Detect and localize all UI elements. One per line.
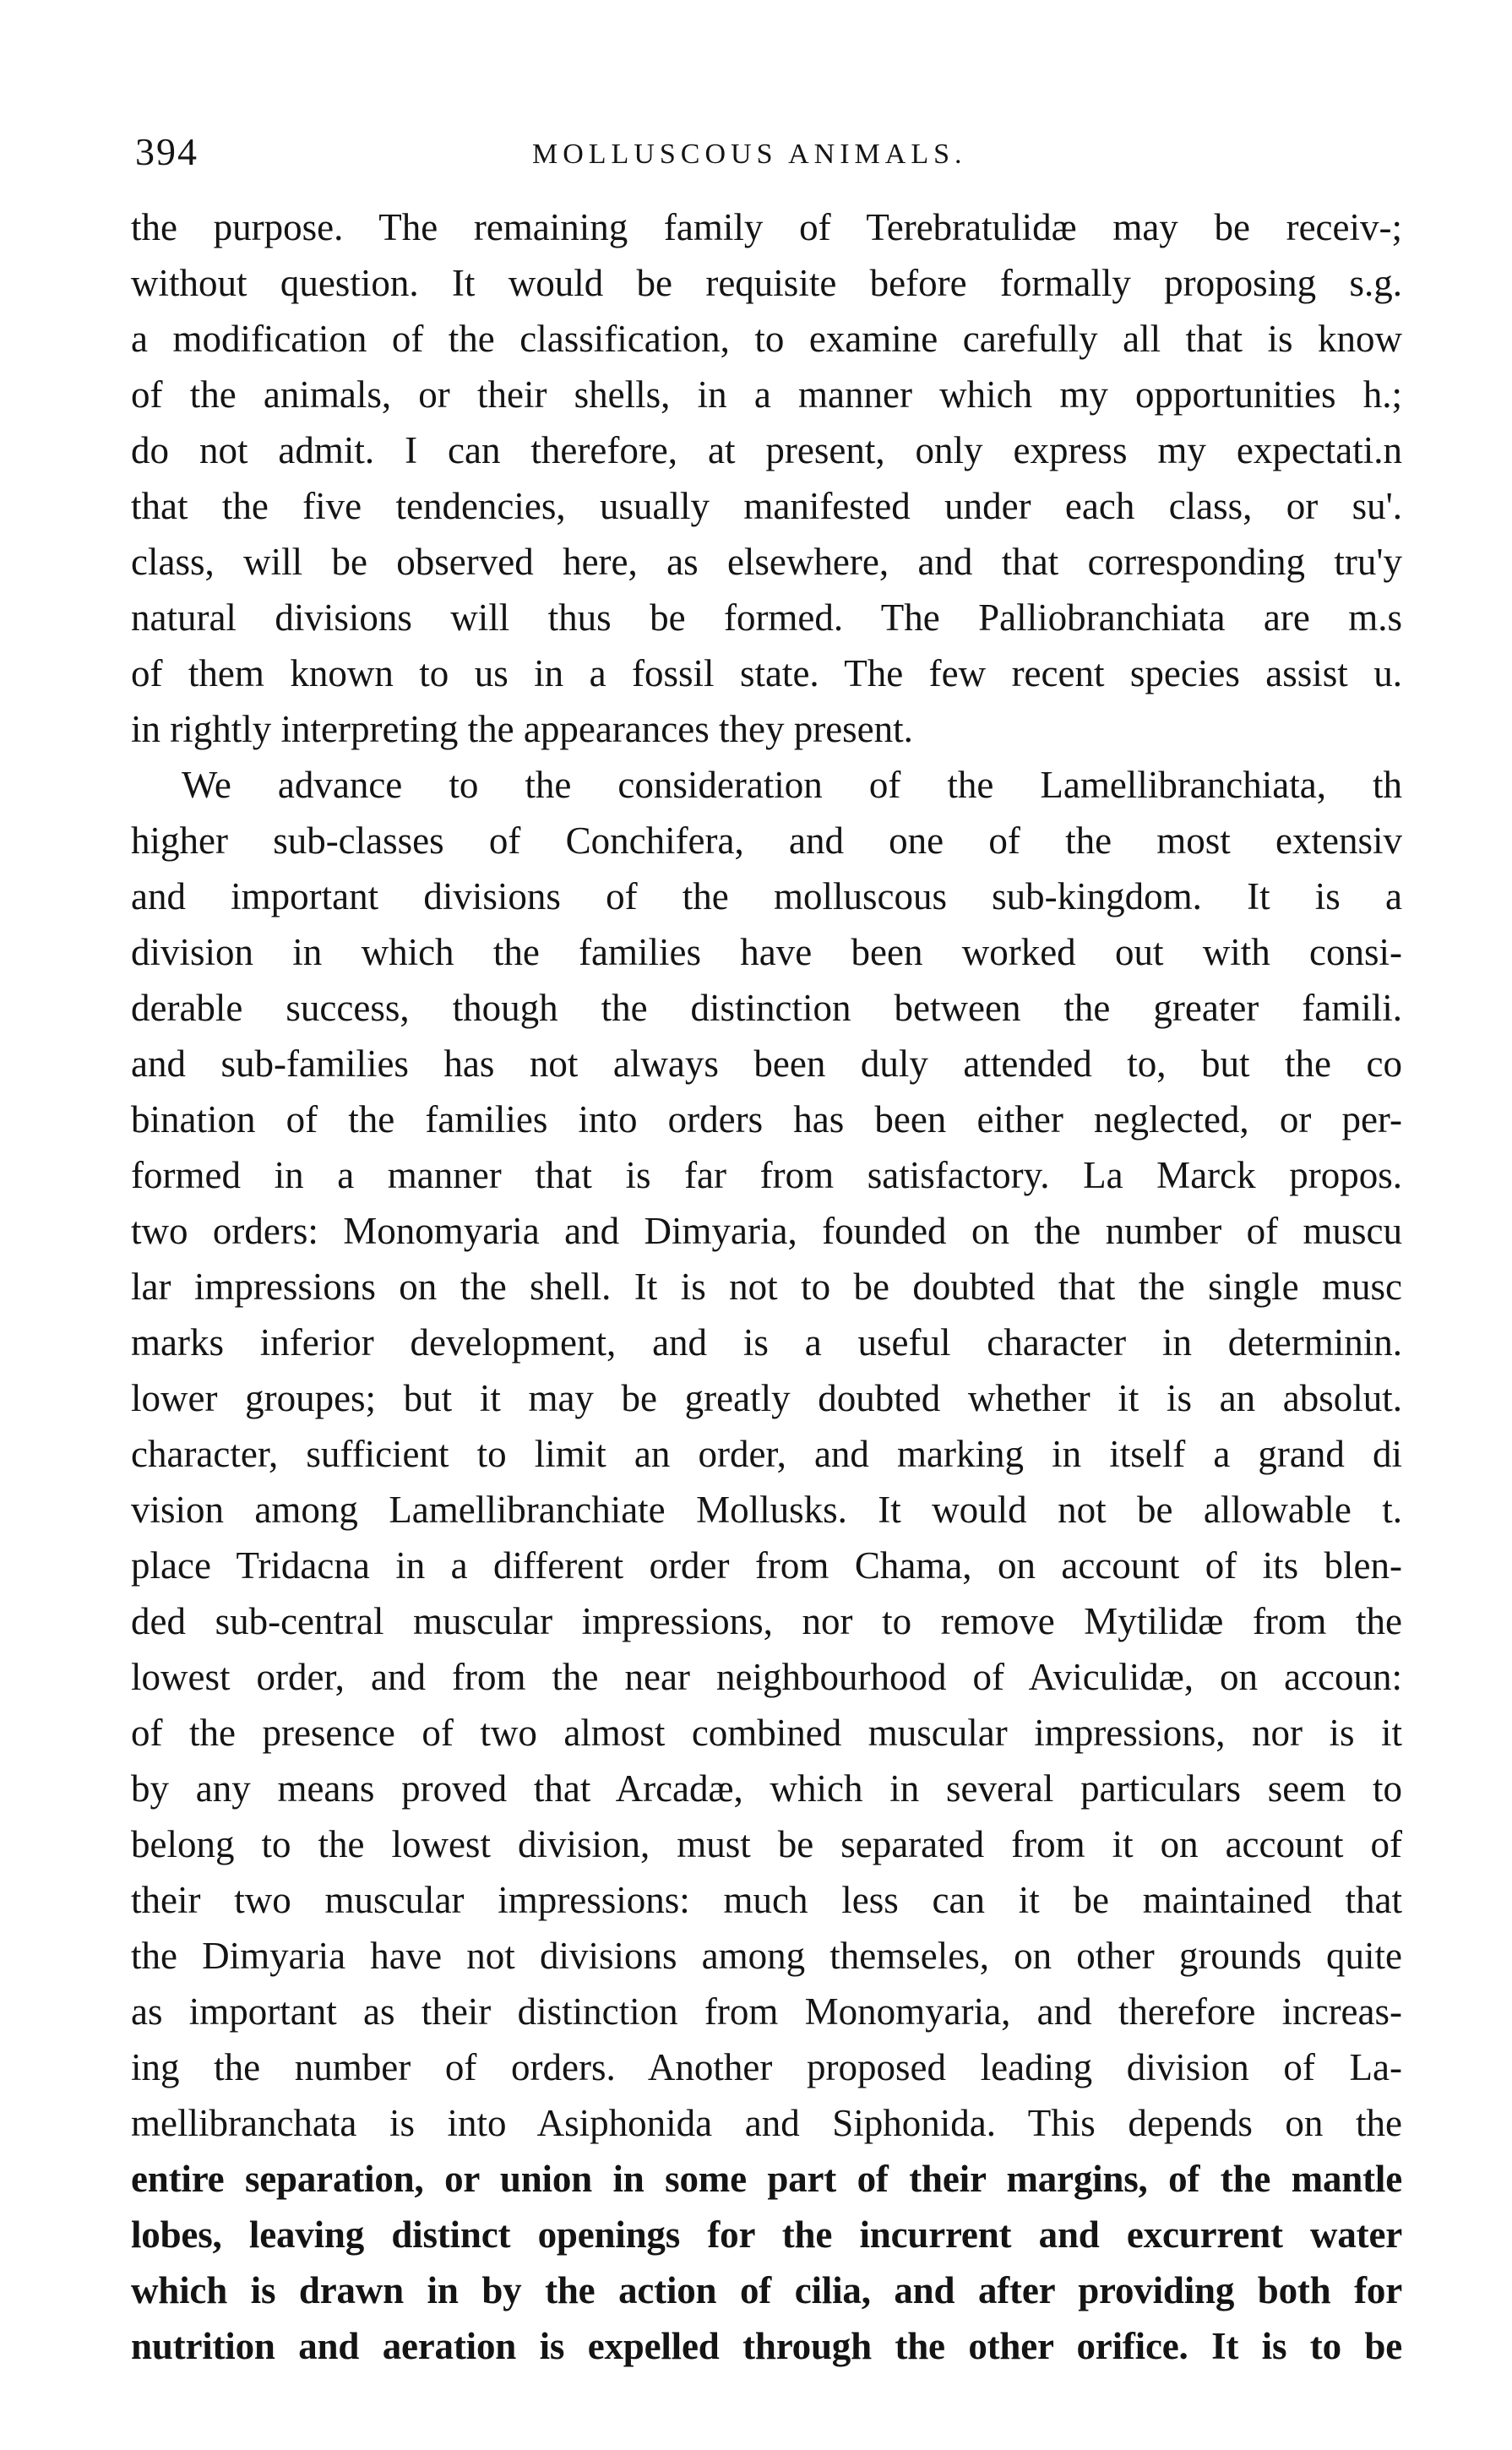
- text-line: lowest order, and from the near neighbourhood of Aviculidæ, on accoun:: [131, 1656, 1402, 1698]
- paragraph-start-line: We advance to the consideration of the Lamellibranchiata, th: [182, 764, 1402, 806]
- text-line: the Dimyaria have not divisions among themseles, on other grounds quite: [131, 1935, 1402, 1977]
- text-line: as important as their distinction from Monomyaria, and therefore increas-: [131, 1990, 1402, 2033]
- text-line: place Tridacna in a different order from Chama, on account of its blen-: [131, 1544, 1402, 1587]
- text-line: division in which the families have been worked out with consi-: [131, 931, 1402, 973]
- text-line: vision among Lamellibranchiate Mollusks. It would not be allowable t.: [131, 1489, 1402, 1531]
- text-line: their two muscular impressions: much less can it be maintained that: [131, 1879, 1402, 1921]
- text-line: formed in a manner that is far from satisfactory. La Marck propos.: [131, 1154, 1402, 1196]
- text-line: derable success, though the distinction between the greater famili.: [131, 987, 1402, 1029]
- running-title: MOLLUSCOUS ANIMALS.: [532, 139, 967, 170]
- text-line: lower groupes; but it may be greatly doubted whether it is an absolut.: [131, 1377, 1402, 1419]
- text-line: ded sub-central muscular impressions, nor to remove Mytilidæ from the: [131, 1600, 1402, 1642]
- text-line: nutrition and aeration is expelled through the other orifice. It is to be: [131, 2325, 1402, 2367]
- text-line: mellibranchata is into Asiphonida and Siphonida. This depends on the: [131, 2102, 1402, 2144]
- text-line: two orders: Monomyaria and Dimyaria, founded on the number of muscu: [131, 1210, 1402, 1252]
- text-line: by any means proved that Arcadæ, which in several particulars seem to: [131, 1767, 1402, 1810]
- text-line: and sub-families has not always been duly attended to, but the co: [131, 1043, 1402, 1085]
- text-line: and important divisions of the molluscous sub-kingdom. It is a: [131, 875, 1402, 917]
- text-line: of the presence of two almost combined muscular impressions, nor is it: [131, 1712, 1402, 1754]
- text-line: which is drawn in by the action of cilia, and after providing both for: [131, 2269, 1402, 2311]
- text-line: lar impressions on the shell. It is not to be doubted that the single musc: [131, 1266, 1402, 1308]
- body-text: [131, 199, 1402, 2374]
- text-line: do not admit. I can therefore, at present, only express my expectati.n: [131, 429, 1402, 471]
- text-line: bination of the families into orders has been either neglected, or per-: [131, 1098, 1402, 1141]
- text-line: the purpose. The remaining family of Terebratulidæ may be receiv-;: [131, 206, 1402, 248]
- paragraph-end-line: in rightly interpreting the appearances they present.: [131, 708, 913, 750]
- text-line: marks inferior development, and is a useful character in determinin.: [131, 1321, 1402, 1364]
- text-line: a modification of the classification, to examine carefully all that is know: [131, 318, 1402, 360]
- text-line: without question. It would be requisite before formally proposing s.g.: [131, 262, 1402, 304]
- text-line: belong to the lowest division, must be separated from it on account of: [131, 1823, 1402, 1865]
- text-line: ing the number of orders. Another proposed leading division of La-: [131, 2046, 1402, 2088]
- text-line: entire separation, or union in some part of their margins, of the mantle: [131, 2158, 1402, 2200]
- text-line: lobes, leaving distinct openings for the incurrent and excurrent water: [131, 2213, 1402, 2256]
- text-line: natural divisions will thus be formed. The Palliobranchiata are m.s: [131, 596, 1402, 639]
- text-line: character, sufficient to limit an order, and marking in itself a grand di: [131, 1433, 1402, 1475]
- text-line: of them known to us in a fossil state. The few recent species assist u.: [131, 652, 1402, 694]
- text-line: higher sub-classes of Conchifera, and one of the most extensiv: [131, 819, 1402, 862]
- running-head: [135, 127, 1377, 186]
- text-line: that the five tendencies, usually manifested under each class, or su'.: [131, 485, 1402, 527]
- page-number: 394: [135, 130, 199, 173]
- text-line: of the animals, or their shells, in a manner which my opportunities h.;: [131, 373, 1402, 416]
- text-line: class, will be observed here, as elsewhere, and that corresponding tru'y: [131, 541, 1402, 583]
